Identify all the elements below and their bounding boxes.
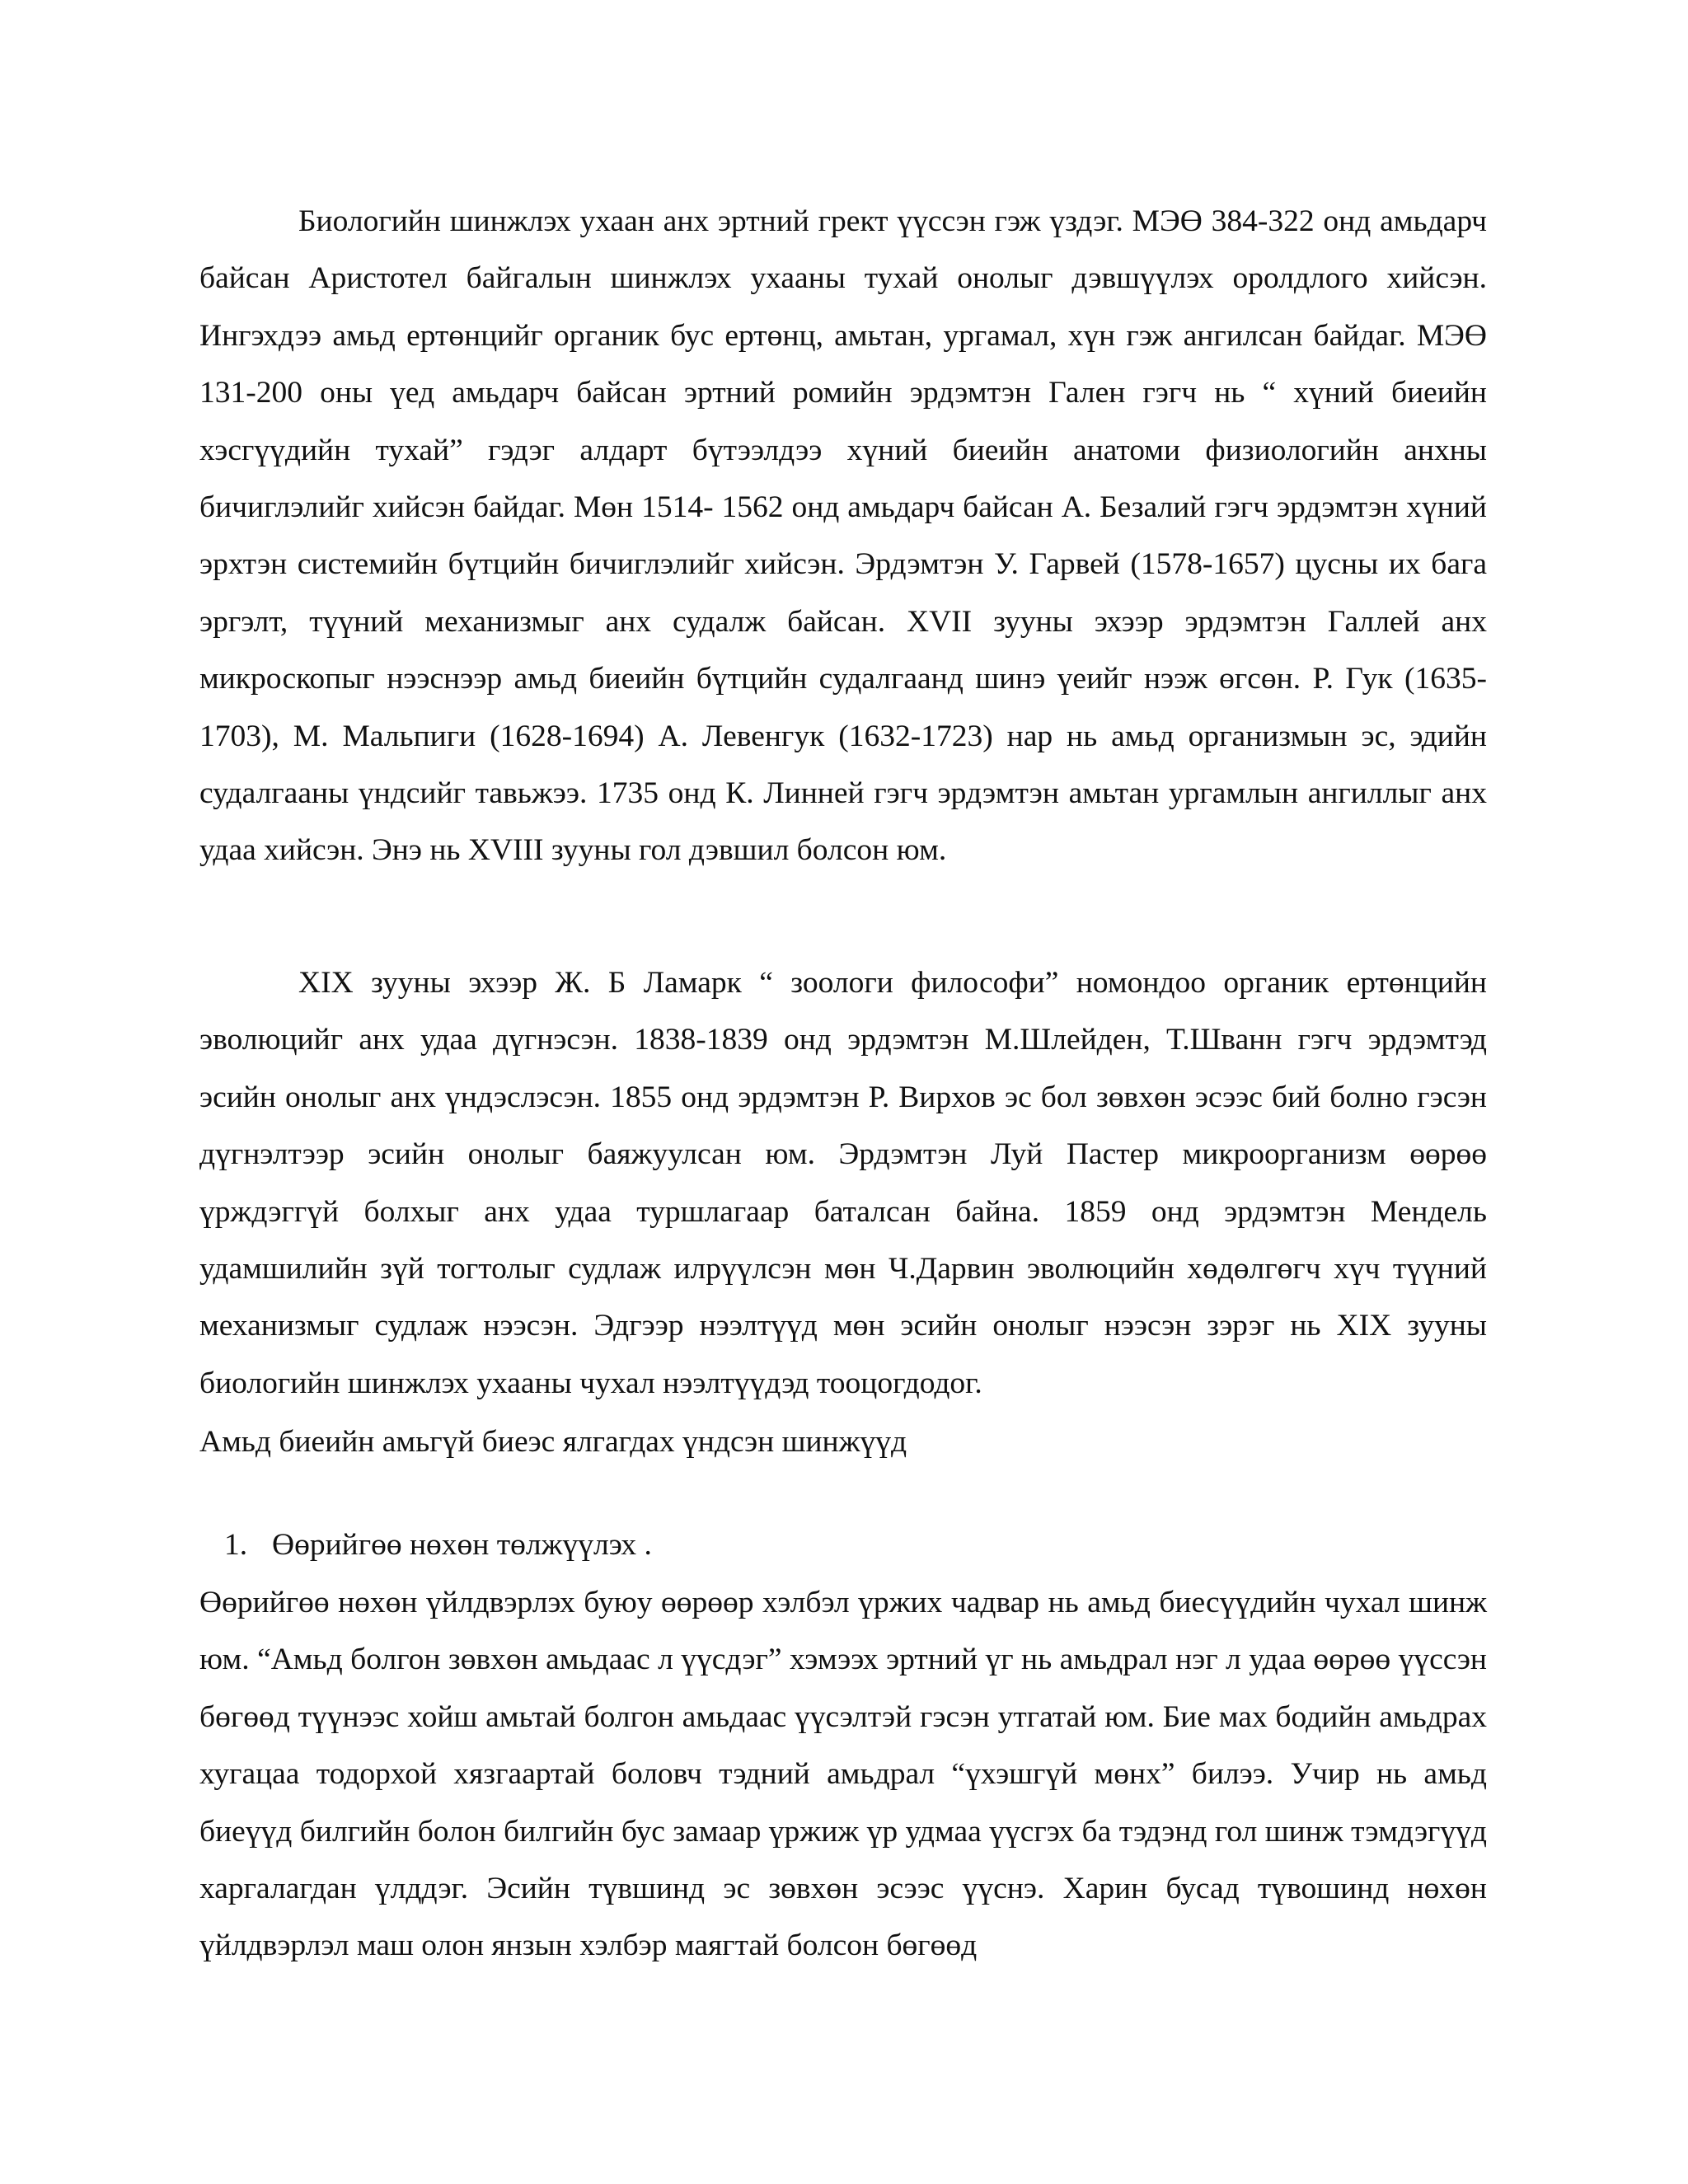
numbered-list-item: [224, 1516, 1461, 1573]
section-heading: Амьд биеийн амьгүй биеэс ялгагдах үндсэн шинжүүд: [199, 1425, 907, 1459]
paragraph-19th-century: XIX зууны эхээр Ж. Б Ламарк “ зоологи философи” номондоо органик ертөнцийн эволюцийг анх удаа дүгнэсэн. 1838-1839 онд эрдэмтэн М.Шлейден, Т.Шванн гэгч эрдэмтэд эсийн онолыг анх үндэслэсэн. 1855 онд эрдэмтэн Р. Вирхов эс бол зөвхөн эсээс бий болно гэсэн дүгнэлтээр эсийн онолыг баяжуулсан юм. Эрдэмтэн Луй Пастер микроорганизм өөрөө үрждэггүй болхыг анх удаа туршлагаар баталсан байна. 1859 онд эрдэмтэн Мендель удамшилийн зүй тогтолыг судлаж илрүүлсэн мөн Ч.Дарвин эволюцийн хөдөлгөгч хүч түүний механизмыг судлаж нээсэн. Эдгээр нээлтүүд мөн эсийн онолыг нээсэн зэрэг нь XIX зууны биологийн шинжлэх ухааны чухал нээлтүүдэд тооцогдодог.: [199, 966, 1487, 1400]
paragraph-reproduction: Өөрийгөө нөхөн үйлдвэрлэх буюу өөрөөр хэлбэл үржих чадвар нь амьд биесүүдийн чухал шинж юм. “Амьд болгон зөвхөн амьдаас л үүсдэг” хэмээх эртний үг нь амьдрал нэг л удаа өөрөө үүссэн бөгөөд түүнээс хойш амьтай болгон амьдаас үүсэлтэй гэсэн утгатай юм. Бие мах бодийн амьдрах хугацаа тодорхой хязгаартай боловч тэдний амьдрал “үхэшгүй мөнх” билээ. Учир нь амьд биеүүд билгийн болон билгийн бус замаар үржиж үр удмаа үүсгэх ба тэдэнд гол шинж тэмдэгүүд харгалагдан үлддэг. Эсийн түвшинд эс зөвхөн эсээс үүснэ. Харин бусад түвошинд нөхөн үйлдвэрлэл маш олон янзын хэлбэр маягтай болсон бөгөөд: [199, 1586, 1487, 1963]
paragraph-history-biology: Биологийн шинжлэх ухаан анх эртний грект үүссэн гэж үздэг. МЭӨ 384-322 онд амьдарч байсан Аристотел байгалын шинжлэх ухааны тухай онолыг дэвшүүлэх оролдлого хийсэн. Ингэхдээ амьд ертөнцийг органик бус ертөнц, амьтан, ургамал, хүн гэж ангилсан байдаг. МЭӨ 131-200 оны үед амьдарч байсан эртний ромийн эрдэмтэн Гален гэгч нь “ хүний биеийн хэсгүүдийн тухай” гэдэг алдарт бүтээлдээ хүний биеийн анатоми физиологийн анхны бичиглэлийг хийсэн байдаг. Мөн 1514- 1562 онд амьдарч байсан А. Безалий гэгч эрдэмтэн хүний эрхтэн системийн бүтцийн бичиглэлийг хийсэн. Эрдэмтэн У. Гарвей (1578-1657) цусны их бага эргэлт, түүний механизмыг анх судалж байсан. XVII зууны эхээр эрдэмтэн Галлей анх микроскопыг нээснээр амьд биеийн бүтцийн судалгаанд шинэ үеийг нээж өгсөн. Р. Гук (1635-1703), М. Мальпиги (1628-1694) А. Левенгук (1632-1723) нар нь амьд организмын эс, эдийн судалгааны үндсийг тавьжээ. 1735 онд К. Линней гэгч эрдэмтэн амьтан ургамлын ангиллыг анх удаа хийсэн. Энэ нь XVIII зууны гол дэвшил болсон юм.: [199, 204, 1487, 868]
list-item-number: 1.: [224, 1528, 248, 1562]
list-item-text: Өөрийгөө нөхөн төлжүүлэх .: [272, 1528, 652, 1562]
